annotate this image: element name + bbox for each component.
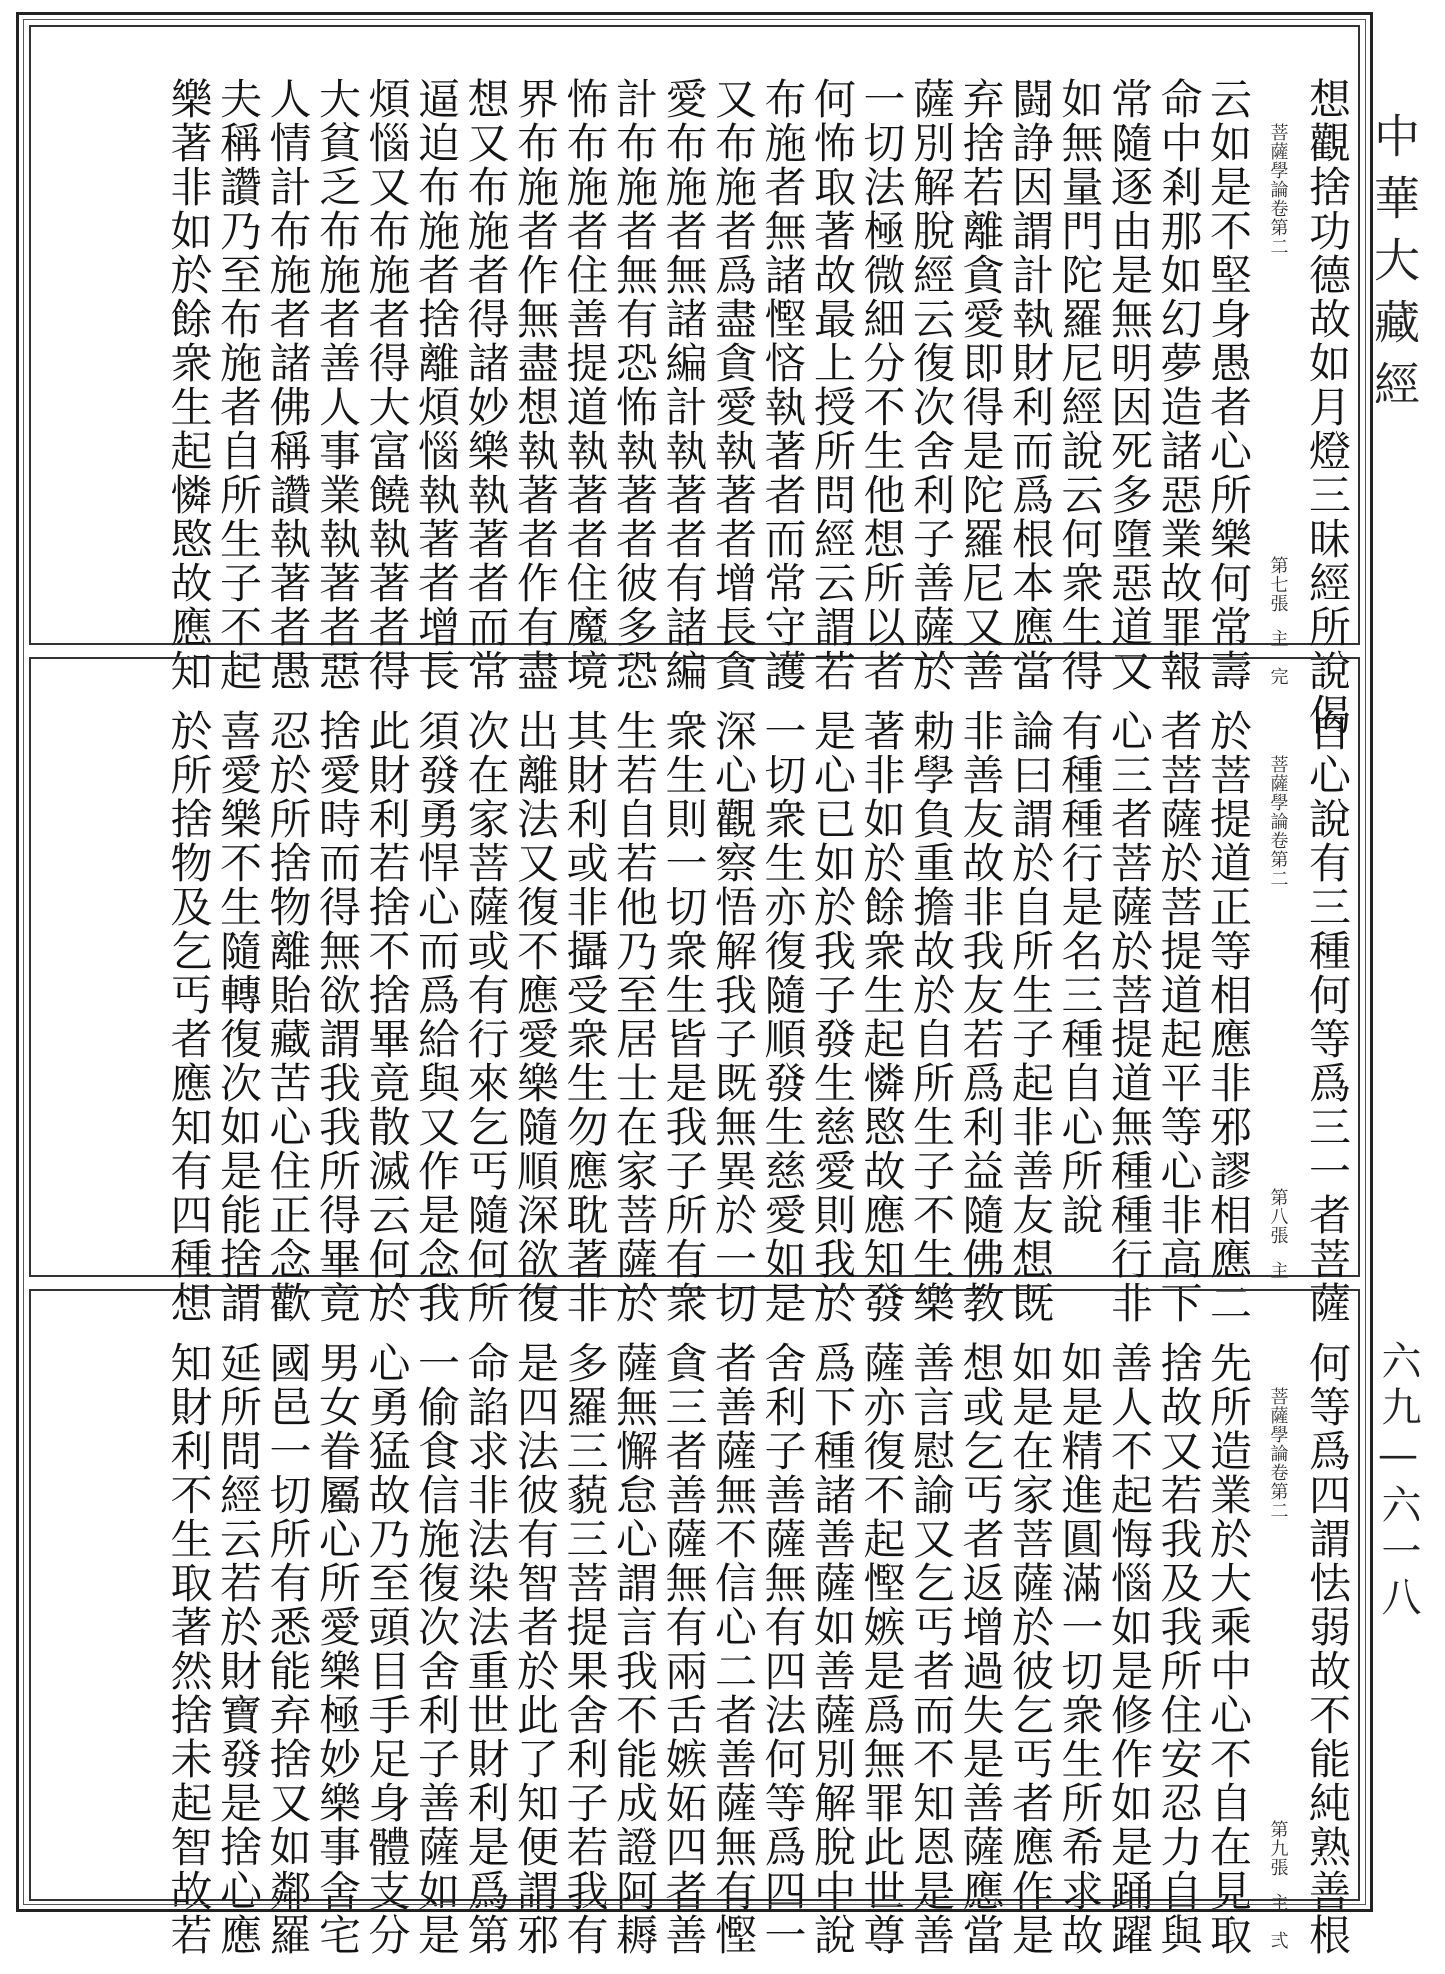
text-column: 計布施者無有恐怖執著者彼多恐	[610, 77, 659, 693]
page-frame	[16, 12, 1373, 1957]
text-column: 命中剎那如幻夢造諸惡業故罪報	[1154, 77, 1204, 693]
text-column: 一切法極微細分不生他想所以者	[857, 77, 907, 693]
text-column: 何等爲四謂怯弱故不能純熟善根	[1303, 1341, 1352, 1957]
text-column: 界布施者作無盡想執著者作有盡	[511, 77, 560, 693]
running-header	[1253, 659, 1303, 1280]
text-column: 煩惱又布施者得大富饒執著者得	[362, 77, 412, 693]
text-column: 於菩提道正等相應非邪謬相應二	[1204, 709, 1253, 1325]
text-column: 衆生則一切衆生皆是我子所有衆	[659, 709, 709, 1325]
text-column: 如是精進圓滿一切衆生所希求故	[1055, 1341, 1105, 1957]
text-column: 心勇猛故乃至頭目手足身體支分	[362, 1341, 412, 1957]
text-column: 須發勇悍心而爲給與又作是念我	[412, 709, 461, 1325]
text-column: 捨愛時而得無欲謂我我所得畢竟	[313, 709, 362, 1325]
text-column: 其財利或非攝受衆生勿應耽著非	[560, 709, 610, 1325]
text-column: 延所問經云若於財寶發是捨心應	[214, 1341, 263, 1957]
text-column: 常隨逐由是無明因死多墮惡道又	[1105, 77, 1154, 693]
text-column: 何怖取著故最上授所問經云謂若	[808, 77, 857, 693]
text-column: 出離法又復不應愛樂隨順深欲復	[511, 709, 560, 1325]
text-column: 善人不起悔惱如是修作如是踊躍	[1105, 1341, 1154, 1957]
text-column: 有種種行是名三種自心所說	[1055, 709, 1105, 1237]
text-column: 闘諍因謂計執財利而爲根本應當	[1006, 77, 1055, 693]
text-column: 勅學負重擔故於自所生子不生樂	[907, 709, 956, 1325]
text-column: 逼迫布施者捨離煩惱執著者增長	[412, 77, 461, 693]
register-2	[29, 657, 1360, 1325]
text-column: 舍利子善薩無有四法何等爲四一	[758, 1341, 808, 1957]
text-column: 非善友故非我友若爲利益隨佛教	[956, 709, 1006, 1325]
text-column: 貪三者善薩無有兩舌嫉妬四者善	[659, 1341, 709, 1957]
text-column: 布施者無諸慳悋執著者而常守護	[758, 77, 808, 693]
text-columns	[164, 659, 1352, 1325]
text-column: 人情計布施者諸佛稱讚執著者愚	[263, 77, 313, 693]
text-columns	[164, 1291, 1352, 1957]
text-column: 云如是不堅身愚者心所樂何常壽	[1204, 77, 1253, 693]
text-column: 薩亦復不起慳嫉是爲無罪此世尊	[857, 1341, 907, 1957]
text-column: 知財利不生取著然捨未起智故若	[164, 1341, 214, 1957]
text-column: 想觀捨功德故如月燈三昧經所說偈	[1303, 77, 1352, 737]
header-mark: 主	[1267, 1261, 1289, 1280]
text-column: 是四法彼有智者於此了知便謂邪	[511, 1341, 560, 1957]
text-column: 如無量門陀羅尼經說云何衆生得	[1055, 77, 1105, 693]
text-column: 國邑一切所有悉能弃捨又如鄰羅	[263, 1341, 313, 1957]
text-column: 樂著非如於餘衆生起憐愍故應知	[164, 77, 214, 693]
text-column: 怖布施者住善提道執著者住魔境	[560, 77, 610, 693]
text-column: 者善薩無不信心二者善薩無有慳	[709, 1341, 758, 1957]
text-column: 一切衆生亦復隨順發生慈愛如是	[758, 709, 808, 1325]
running-header	[1253, 27, 1303, 686]
text-column: 善言慰諭又乞丐者而不知恩是善	[907, 1341, 956, 1957]
header-title: 菩薩學論卷第二	[1267, 1387, 1289, 1520]
text-column: 夫稱讚乃至布施者自所生子不起	[214, 77, 263, 693]
text-column: 喜愛樂不生隨轉復次如是能捨謂	[214, 709, 263, 1325]
text-column: 一偷食信施復次舍利子善薩如是	[412, 1341, 461, 1957]
text-column: 著非如於餘衆生起憐愍故應知發	[857, 709, 907, 1325]
text-column: 是心已如於我子發生慈愛則我於	[808, 709, 857, 1325]
text-column: 自心說有三種何等爲三一者菩薩	[1303, 709, 1352, 1325]
header-mark: 主 弍	[1267, 1893, 1289, 1950]
text-column: 生若自若他乃至居士在家菩薩於	[610, 709, 659, 1325]
text-column: 此財利若捨不捨畢竟散滅云何於	[362, 709, 412, 1325]
text-column: 先所造業於大乘中心不自在見取	[1204, 1341, 1253, 1957]
text-column: 愛布施者無諸編計執著者有諸編	[659, 77, 709, 693]
text-column: 於所捨物及乞丐者應知有四種想	[164, 709, 214, 1325]
register-3	[29, 1289, 1360, 1957]
collection-title: 中華大藏經	[1367, 112, 1421, 422]
header-title: 菩薩學論卷第二	[1267, 755, 1289, 888]
text-column: 次在家菩薩或有行來乞丐隨何所	[461, 709, 511, 1325]
text-column: 爲下種諸善薩如善薩別解脫中說	[808, 1341, 857, 1957]
text-column: 論曰謂於自所生子起非善友想既	[1006, 709, 1055, 1325]
header-sheet: 第八張	[1267, 1188, 1289, 1245]
header-title: 菩薩學論卷第二	[1267, 123, 1289, 256]
text-column: 如是在家菩薩於彼乞丐者應作是	[1006, 1341, 1055, 1957]
text-column: 弃捨若離貪愛即得是陀羅尼又善	[956, 77, 1006, 693]
running-header	[1253, 1291, 1303, 1950]
header-mark: 主 完	[1267, 629, 1289, 686]
text-column: 薩無懈怠心謂言我不能成證阿耨	[610, 1341, 659, 1957]
text-column: 大貧乏布施者善人事業執著者惡	[313, 77, 362, 693]
text-column: 忍於所捨物離貽藏苦心住正念歡	[263, 709, 313, 1325]
text-column: 又布施者爲盡貪愛執著者增長貪	[709, 77, 758, 693]
text-column: 深心觀察悟解我子既無異於一切	[709, 709, 758, 1325]
text-column: 男女眷屬心所愛樂極妙樂事舍宅	[313, 1341, 362, 1957]
text-column: 想或乞丐者返增過失是善薩應當	[956, 1341, 1006, 1957]
text-column: 者菩薩於菩提道起平等心非高下	[1154, 709, 1204, 1325]
text-column: 命諂求非法染法重世財利是爲第	[461, 1341, 511, 1957]
register-1	[29, 25, 1360, 737]
header-sheet: 第九張	[1267, 1820, 1289, 1877]
text-column: 心三者菩薩於菩提道無種種行非	[1105, 709, 1154, 1325]
header-sheet: 第七張	[1267, 556, 1289, 613]
text-column: 想又布施者得諸妙樂執著者而常	[461, 77, 511, 693]
text-column: 薩別解脫經云復次舍利子善薩於	[907, 77, 956, 693]
text-column: 多羅三藐三菩提果舍利子若我有	[560, 1341, 610, 1957]
page-number: 六九—六一八	[1375, 1340, 1421, 1622]
text-column: 捨故又若我及我所住安忍力自與	[1154, 1341, 1204, 1957]
text-columns	[164, 27, 1352, 737]
